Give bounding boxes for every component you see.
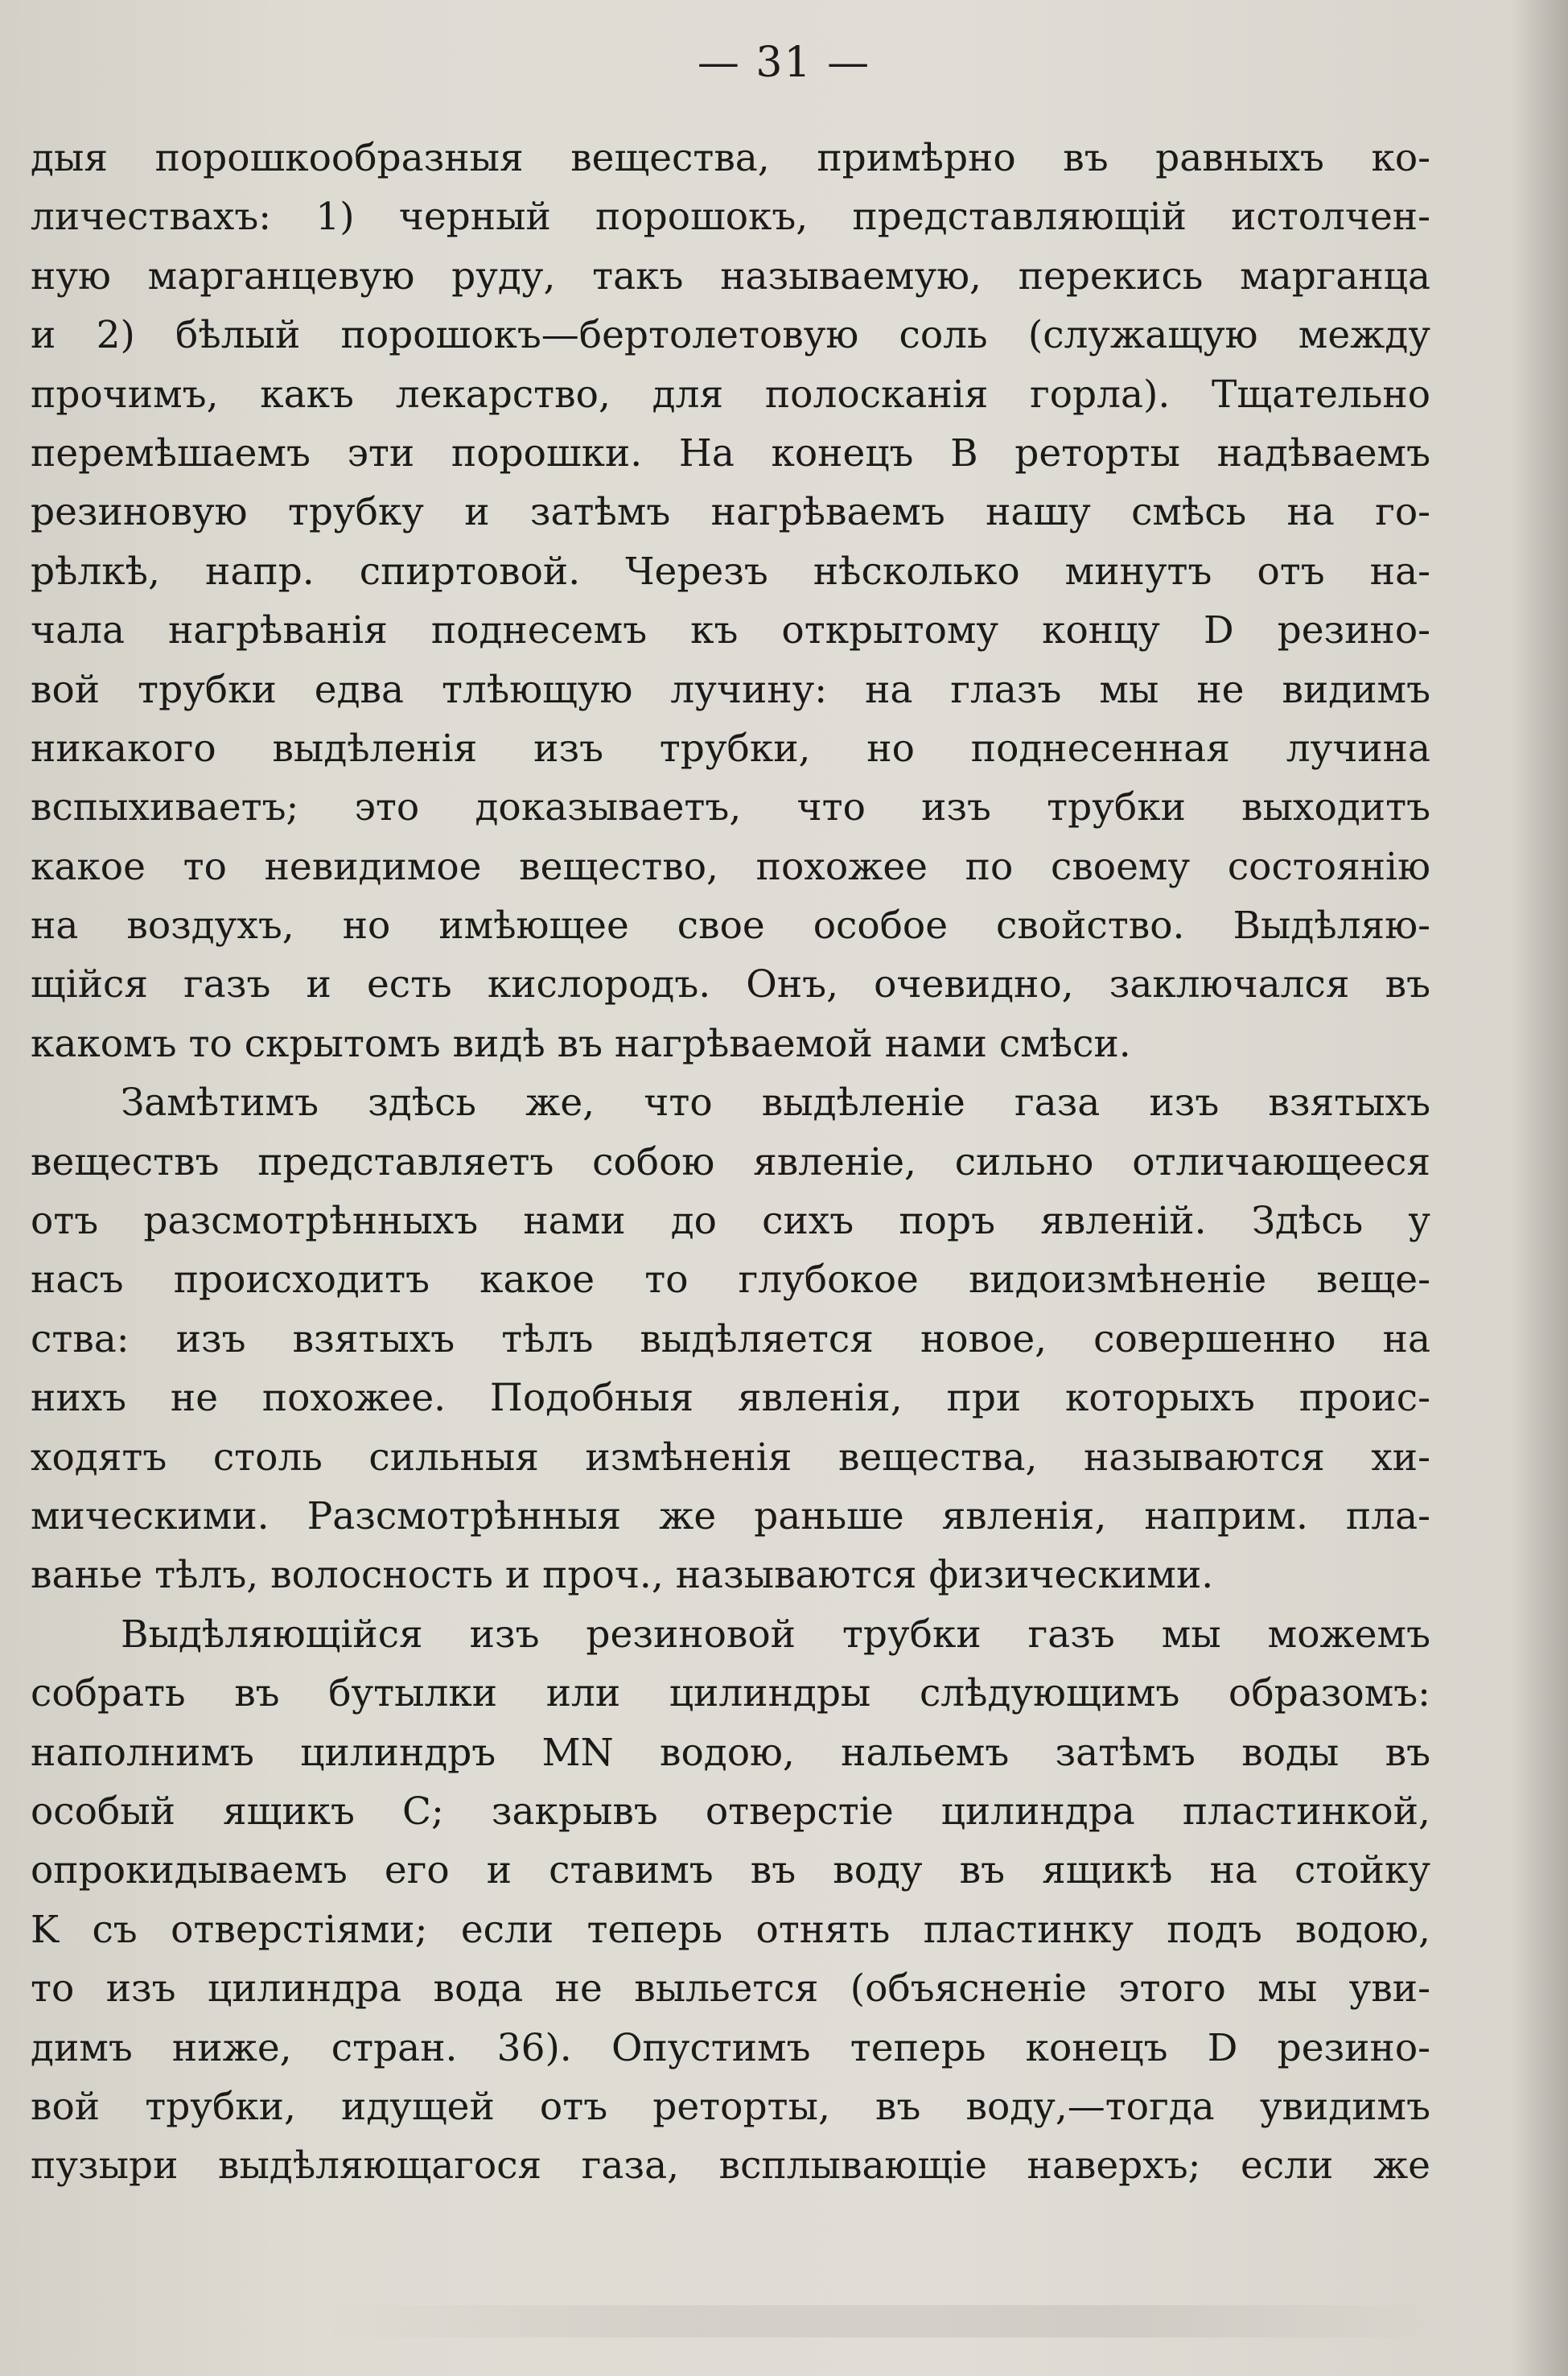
text-line: K съ отверстіями; если теперь отнять пластинку подъ водою, bbox=[31, 1907, 1430, 1952]
paragraph-start-line: Выдѣляющійся изъ резиновой трубки газъ мы можемъ bbox=[121, 1612, 1430, 1657]
text-line: ства: изъ взятыхъ тѣлъ выдѣляется новое, совершенно на bbox=[31, 1316, 1430, 1361]
text-line: опрокидываемъ его и ставимъ въ воду въ ящикѣ на стойку bbox=[31, 1848, 1430, 1893]
text-line: наполнимъ цилиндръ MN водою, нальемъ затѣмъ воды въ bbox=[31, 1730, 1430, 1775]
text-line: вспыхиваетъ; это доказываетъ, что изъ трубки выходитъ bbox=[31, 785, 1430, 830]
text-line: вой трубки, идущей отъ реторты, въ воду,—тогда увидимъ bbox=[31, 2084, 1430, 2129]
text-line: вой трубки едва тлѣющую лучину: на глазъ мы не видимъ bbox=[31, 667, 1430, 712]
text-line: ную марганцевую руду, такъ называемую, перекись марганца bbox=[31, 253, 1430, 299]
text-line: пузыри выдѣляющагося газа, всплывающіе наверхъ; если же bbox=[31, 2143, 1430, 2189]
text-line: прочимъ, какъ лекарство, для полосканія горла). Тщательно bbox=[31, 372, 1430, 417]
text-line: мическими. Разсмотрѣнныя же раньше явленія, наприм. пла- bbox=[31, 1493, 1430, 1538]
text-line: личествахъ: 1) черный порошокъ, представляющій истолчен- bbox=[31, 195, 1430, 240]
paragraph-start-line: Замѣтимъ здѣсь же, что выдѣленіе газа изъ взятыхъ bbox=[121, 1081, 1430, 1126]
body-text bbox=[31, 129, 1430, 2196]
text-line: ходятъ столь сильныя измѣненія вещества, называются хи- bbox=[31, 1435, 1430, 1480]
text-line: резиновую трубку и затѣмъ нагрѣваемъ нашу смѣсь на го- bbox=[31, 490, 1430, 535]
text-line: и 2) бѣлый порошокъ—бертолетовую соль (служащую между bbox=[31, 313, 1430, 358]
text-line: рѣлкѣ, напр. спиртовой. Черезъ нѣсколько минутъ отъ на- bbox=[31, 549, 1430, 594]
text-line: какомъ то скрытомъ видѣ въ нагрѣваемой нами смѣси. bbox=[31, 1021, 1131, 1066]
text-line: особый ящикъ C; закрывъ отверстіе цилиндра пластинкой, bbox=[31, 1789, 1430, 1834]
text-line: насъ происходитъ какое то глубокое видоизмѣненіе веще- bbox=[31, 1258, 1430, 1303]
text-line: дыя порошкообразныя вещества, примѣрно въ равныхъ ко- bbox=[31, 136, 1430, 180]
text-line: на воздухъ, но имѣющее свое особое свойство. Выдѣляю- bbox=[31, 904, 1430, 949]
bleed-through-text bbox=[322, 2305, 1448, 2337]
text-line: чала нагрѣванія поднесемъ къ открытому концу D резино- bbox=[31, 608, 1430, 653]
text-line: димъ ниже, стран. 36). Опустимъ теперь конецъ D резино- bbox=[31, 2025, 1430, 2070]
page-edge-shadow bbox=[1512, 0, 1568, 2376]
text-line: ванье тѣлъ, волосность и проч., называются физическими. bbox=[31, 1553, 1214, 1598]
text-line: отъ разсмотрѣнныхъ нами до сихъ поръ явленій. Здѣсь у bbox=[31, 1199, 1430, 1244]
text-line: веществъ представляетъ собою явленіе, сильно отличающееся bbox=[31, 1139, 1430, 1184]
text-line: какое то невидимое вещество, похожее по своему состоянію bbox=[31, 844, 1430, 889]
text-line: никакого выдѣленія изъ трубки, но поднесенная лучина bbox=[31, 726, 1430, 771]
text-line: собрать въ бутылки или цилиндры слѣдующимъ образомъ: bbox=[31, 1671, 1430, 1716]
page-number: — 31 — bbox=[697, 39, 871, 87]
text-line: то изъ цилиндра вода не выльется (объясненіе этого мы уви- bbox=[31, 1966, 1430, 2012]
text-line: перемѣшаемъ эти порошки. На конецъ B реторты надѣваемъ bbox=[31, 430, 1430, 476]
text-line: щійся газъ и есть кислородъ. Онъ, очевидно, заключался въ bbox=[31, 962, 1430, 1007]
text-line: нихъ не похожее. Подобныя явленія, при которыхъ проис- bbox=[31, 1376, 1430, 1421]
